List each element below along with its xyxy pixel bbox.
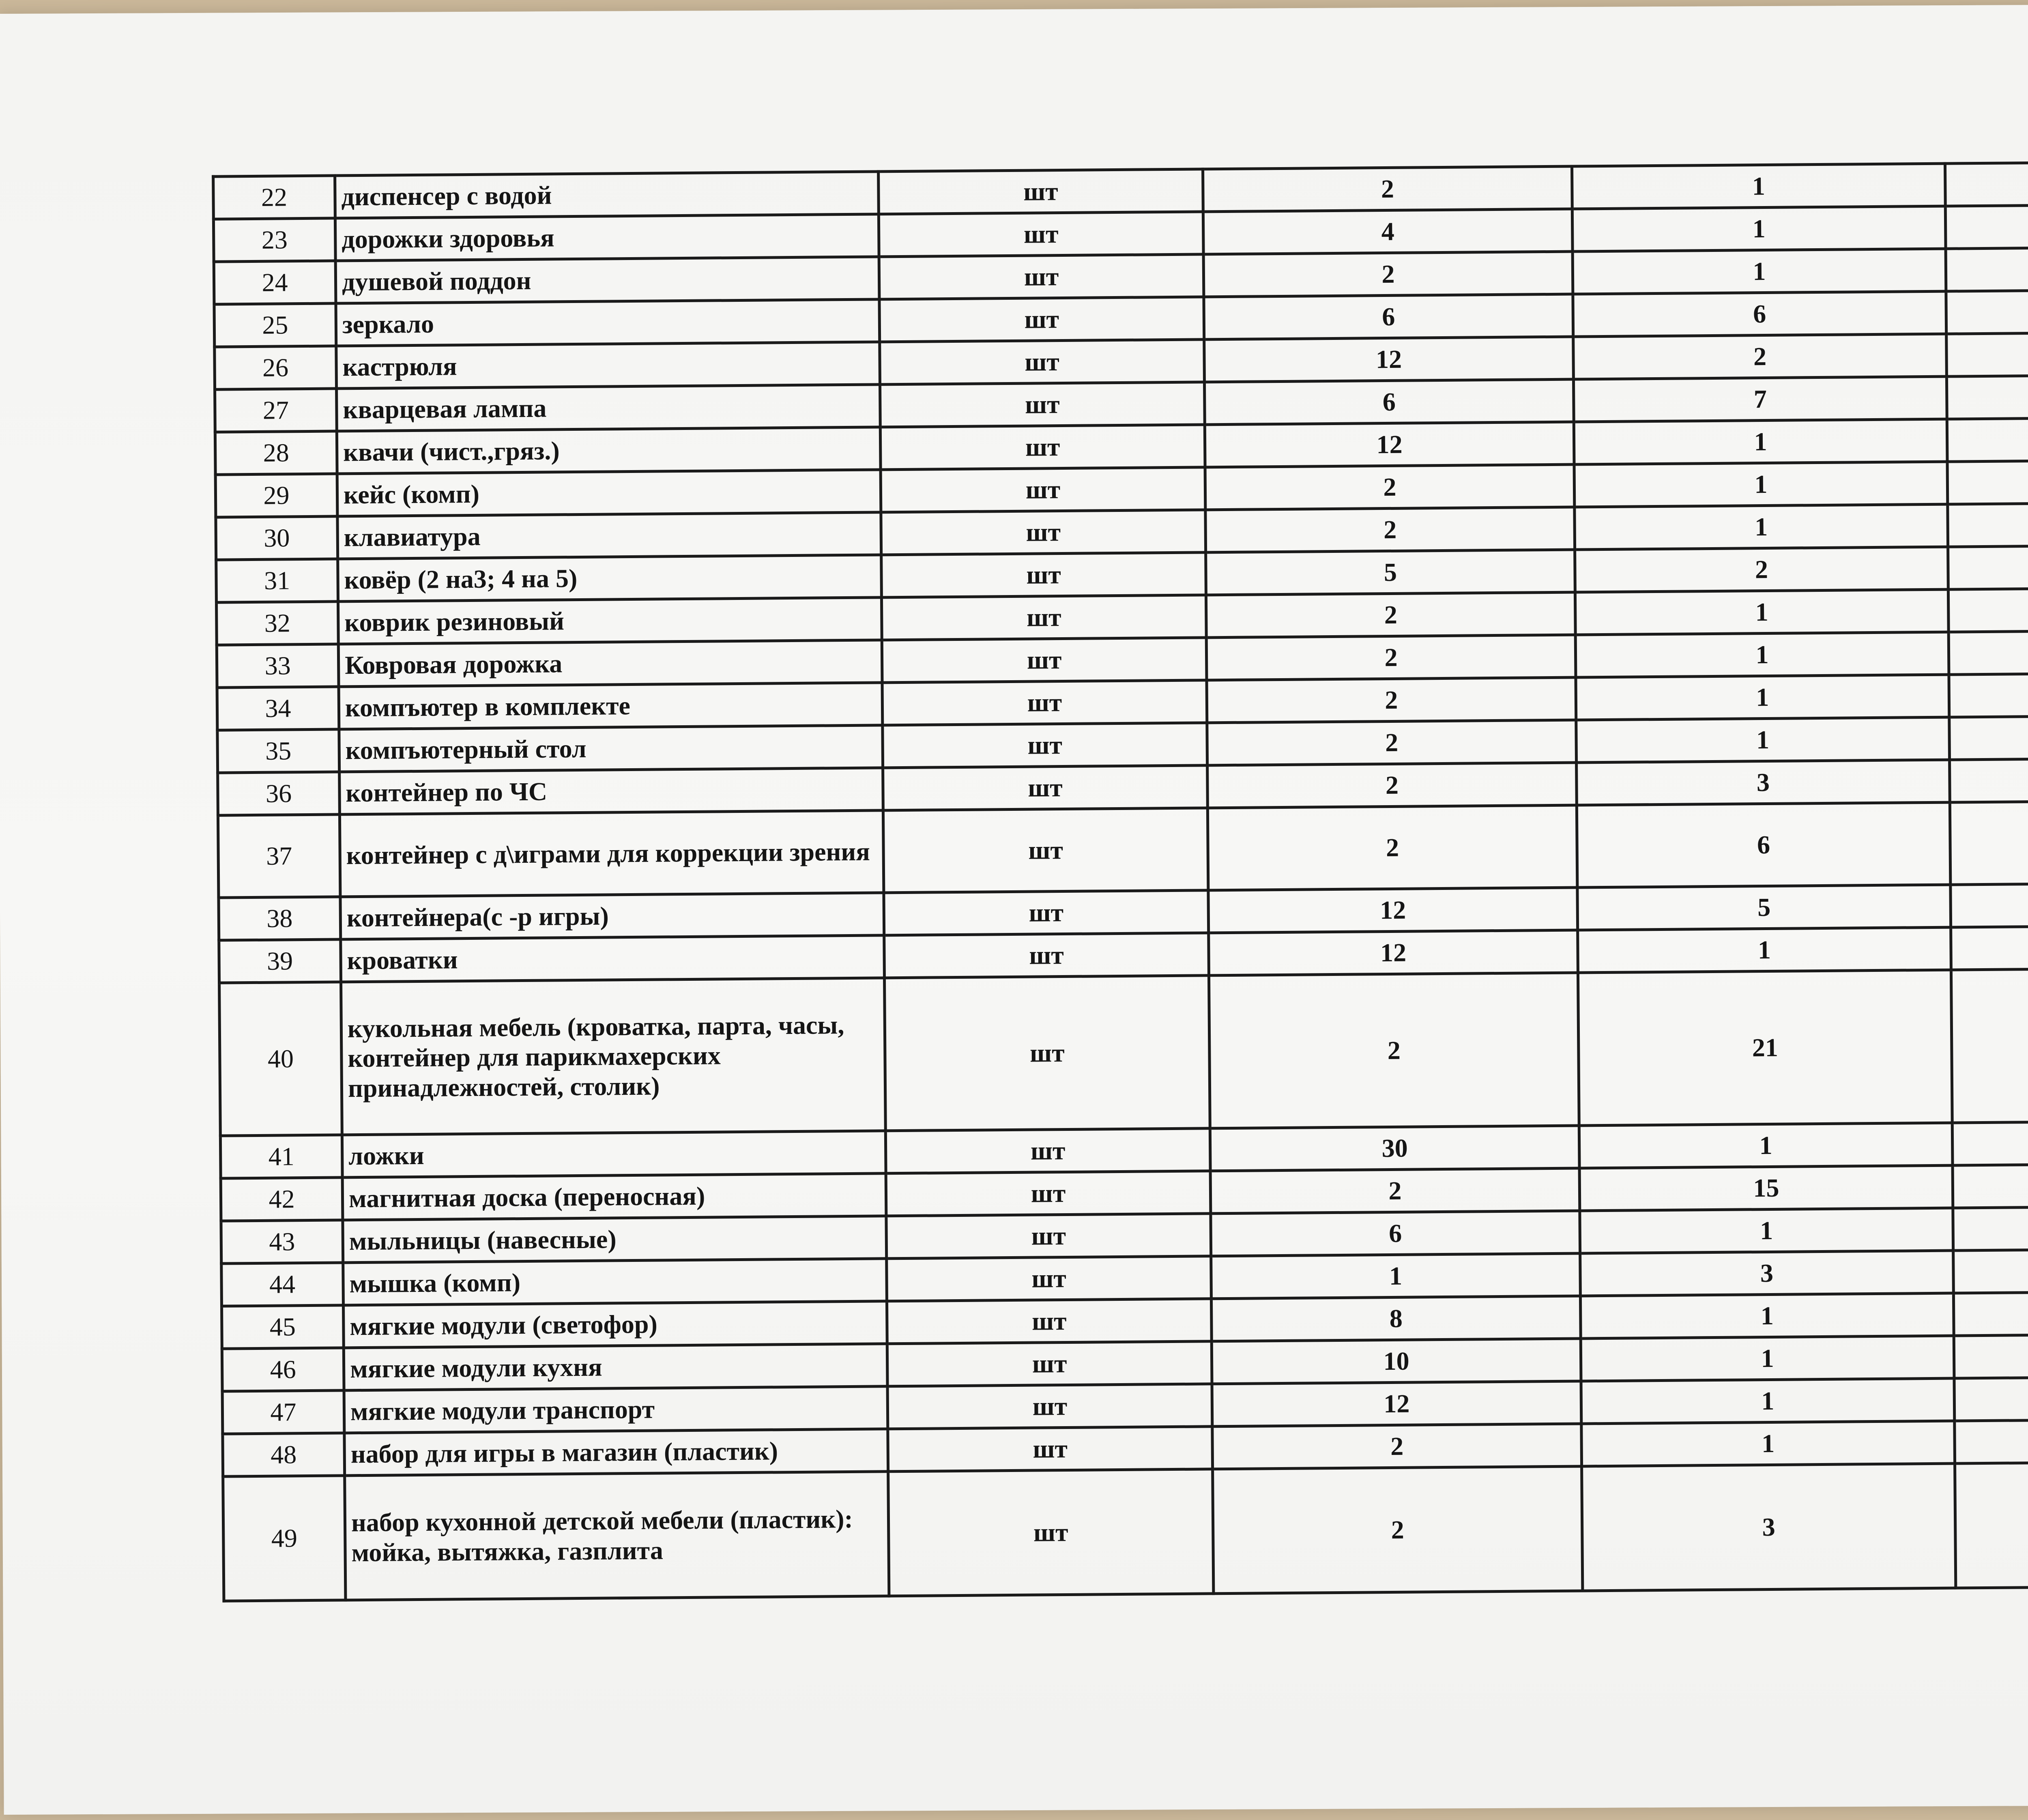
inventory-table-body [213, 161, 2028, 1601]
quantity-3-cell [1950, 757, 2028, 802]
quantity-3-cell [1948, 544, 2028, 589]
quantity-1-cell: 2 [1207, 677, 1576, 723]
item-name-cell: мягкие модули (светофор) [344, 1301, 887, 1348]
quantity-1-cell: 2 [1207, 805, 1577, 890]
quantity-2-cell: 3 [1580, 1251, 1954, 1296]
item-name-cell: душевой поддон [335, 257, 879, 303]
item-name-cell: кейс (комп) [337, 470, 881, 516]
quantity-3-cell [1949, 714, 2028, 760]
item-name-cell: зеркало [336, 299, 880, 346]
row-number-cell: 29 [215, 474, 337, 517]
unit-cell: шт [884, 890, 1209, 935]
item-name-cell: мягкие модули транспорт [344, 1386, 888, 1433]
item-name-cell: набор для игры в магазин (пластик) [344, 1429, 888, 1476]
quantity-1-cell: 2 [1206, 635, 1576, 680]
item-name-cell: квачи (чист.,гряз.) [337, 427, 881, 474]
unit-cell: шт [882, 680, 1207, 725]
unit-cell: шт [883, 765, 1208, 810]
quantity-1-cell: 2 [1207, 720, 1577, 765]
unit-cell: шт [881, 595, 1206, 640]
item-name-cell: контейнер с д\играми для коррекции зрения [339, 810, 883, 897]
quantity-2-cell: 3 [1577, 760, 1950, 805]
quantity-3-cell [1947, 459, 2028, 504]
quantity-2-cell: 6 [1577, 802, 1950, 887]
quantity-3-cell [1946, 331, 2028, 376]
row-number-cell: 39 [219, 939, 341, 983]
quantity-3-cell [1949, 672, 2028, 717]
quantity-2-cell: 3 [1582, 1463, 1956, 1591]
quantity-3-cell [1955, 1418, 2028, 1463]
quantity-1-cell: 30 [1210, 1126, 1579, 1171]
item-name-cell: Ковровая дорожка [338, 640, 882, 687]
quantity-1-cell: 12 [1208, 887, 1578, 933]
quantity-3-cell [1946, 288, 2028, 334]
quantity-2-cell: 1 [1581, 1378, 1955, 1424]
quantity-2-cell: 21 [1578, 970, 1952, 1126]
unit-cell: шт [887, 1256, 1212, 1301]
row-number-cell: 27 [215, 389, 337, 432]
quantity-3-cell [1946, 374, 2028, 419]
quantity-3-cell [1953, 1205, 2028, 1251]
quantity-1-cell: 2 [1207, 763, 1577, 808]
row-number-cell: 47 [222, 1390, 344, 1434]
unit-cell: шт [881, 510, 1206, 555]
row-number-cell: 35 [217, 729, 339, 773]
row-number-cell: 48 [223, 1433, 345, 1476]
quantity-3-cell [1945, 161, 2028, 206]
item-name-cell: ковёр (2 на3; 4 на 5) [338, 555, 882, 602]
quantity-1-cell: 2 [1206, 592, 1575, 638]
quantity-2-cell: 1 [1572, 163, 1946, 209]
quantity-2-cell: 15 [1579, 1165, 1953, 1211]
quantity-2-cell: 7 [1573, 376, 1947, 422]
quantity-3-cell [1951, 924, 2028, 970]
item-name-cell: дорожки здоровья [335, 214, 879, 261]
row-number-cell: 46 [222, 1348, 344, 1391]
unit-cell: шт [880, 425, 1205, 470]
quantity-1-cell: 6 [1204, 379, 1574, 425]
quantity-3-cell [1947, 416, 2028, 462]
row-number-cell: 37 [218, 814, 340, 898]
quantity-1-cell: 2 [1203, 166, 1573, 212]
quantity-3-cell [1955, 1461, 2028, 1588]
unit-cell: шт [879, 254, 1204, 299]
item-name-cell: ложки [342, 1131, 886, 1178]
quantity-3-cell [1948, 501, 2028, 547]
unit-cell: шт [884, 976, 1210, 1131]
unit-cell: шт [879, 212, 1203, 257]
row-number-cell: 33 [217, 644, 339, 688]
row-number-cell: 38 [219, 897, 341, 940]
quantity-1-cell: 4 [1203, 209, 1573, 254]
quantity-2-cell: 1 [1581, 1421, 1955, 1466]
unit-cell: шт [881, 552, 1206, 597]
item-name-cell: мягкие модули кухня [344, 1344, 887, 1390]
row-number-cell: 34 [217, 687, 339, 730]
item-name-cell: магнитная доска (переносная) [342, 1173, 886, 1220]
row-number-cell: 28 [215, 431, 337, 475]
quantity-1-cell: 12 [1204, 337, 1574, 382]
quantity-1-cell: 1 [1211, 1253, 1581, 1299]
quantity-1-cell: 2 [1212, 1424, 1582, 1469]
quantity-1-cell: 2 [1210, 1168, 1580, 1214]
unit-cell: шт [887, 1299, 1212, 1344]
unit-cell: шт [881, 467, 1205, 512]
paper-sheet [0, 2, 2028, 1815]
quantity-3-cell [1945, 203, 2028, 249]
unit-cell: шт [882, 638, 1207, 683]
item-name-cell: коврик резиновый [338, 597, 882, 644]
item-name-cell: контейнера(с -р игры) [340, 893, 884, 939]
row-number-cell: 24 [214, 261, 336, 304]
quantity-3-cell [1950, 799, 2028, 885]
quantity-1-cell: 2 [1205, 507, 1575, 552]
quantity-3-cell [1953, 1248, 2028, 1293]
inventory-table [212, 159, 2028, 1603]
row-number-cell: 30 [216, 516, 338, 560]
quantity-1-cell: 10 [1212, 1339, 1581, 1384]
unit-cell: шт [887, 1384, 1212, 1429]
quantity-2-cell: 2 [1573, 334, 1947, 379]
unit-cell: шт [885, 1128, 1210, 1173]
quantity-2-cell: 1 [1580, 1293, 1954, 1339]
table-row [219, 967, 2028, 1136]
row-number-cell: 45 [222, 1305, 344, 1349]
item-name-cell: клавиатура [337, 512, 881, 559]
unit-cell: шт [883, 723, 1207, 768]
item-name-cell: кукольная мебель (кроватка, парта, часы, контейнер для парикмахерских принадлежностей, столик) [341, 978, 886, 1135]
row-number-cell: 22 [213, 176, 335, 219]
quantity-2-cell: 1 [1576, 717, 1950, 763]
quantity-3-cell [1949, 629, 2028, 675]
unit-cell: шт [884, 933, 1209, 978]
row-number-cell: 23 [213, 218, 335, 262]
item-name-cell: контейнер по ЧС [339, 768, 883, 814]
row-number-cell: 41 [220, 1135, 342, 1178]
quantity-3-cell [1953, 1290, 2028, 1336]
row-number-cell: 26 [215, 346, 337, 389]
quantity-2-cell: 1 [1581, 1336, 1954, 1381]
quantity-3-cell [1946, 246, 2028, 291]
quantity-2-cell: 1 [1579, 1123, 1953, 1168]
item-name-cell: мыльницы (навесные) [343, 1216, 887, 1263]
row-number-cell: 42 [221, 1178, 343, 1221]
item-name-cell: кварцевая лампа [337, 385, 881, 431]
quantity-3-cell [1954, 1333, 2028, 1378]
quantity-2-cell: 1 [1575, 632, 1949, 677]
unit-cell: шт [887, 1341, 1212, 1386]
quantity-2-cell: 2 [1575, 547, 1949, 592]
unit-cell: шт [888, 1427, 1213, 1472]
quantity-2-cell: 1 [1573, 249, 1946, 294]
item-name-cell: диспенсер с водой [335, 172, 879, 218]
quantity-3-cell [1953, 1162, 2028, 1208]
unit-cell: шт [883, 808, 1208, 893]
quantity-2-cell: 5 [1577, 885, 1951, 930]
quantity-2-cell: 1 [1576, 675, 1949, 720]
unit-cell: шт [879, 169, 1203, 214]
quantity-1-cell: 12 [1212, 1381, 1581, 1427]
quantity-1-cell: 5 [1206, 550, 1575, 595]
quantity-2-cell: 1 [1580, 1208, 1953, 1253]
quantity-2-cell: 1 [1575, 589, 1949, 635]
quantity-1-cell: 12 [1209, 930, 1578, 976]
quantity-3-cell [1954, 1375, 2028, 1421]
row-number-cell: 25 [214, 303, 336, 347]
item-name-cell: компъютерный стол [339, 725, 883, 772]
row-number-cell: 44 [221, 1263, 344, 1306]
table-row [223, 1461, 2028, 1601]
item-name-cell: компъютер в комплекте [339, 683, 883, 729]
row-number-cell: 49 [223, 1476, 346, 1601]
quantity-2-cell: 1 [1572, 206, 1946, 251]
unit-cell: шт [879, 297, 1204, 342]
row-number-cell: 32 [216, 602, 338, 645]
item-name-cell: набор кухонной детской мебели (пластик): мойка, вытяжка, газплита [345, 1472, 889, 1600]
quantity-2-cell: 1 [1578, 927, 1951, 973]
unit-cell: шт [880, 382, 1205, 427]
quantity-3-cell [1948, 587, 2028, 632]
quantity-1-cell: 6 [1211, 1211, 1580, 1256]
quantity-1-cell: 6 [1204, 294, 1573, 340]
quantity-1-cell: 2 [1213, 1466, 1583, 1594]
quantity-2-cell: 6 [1573, 291, 1946, 337]
table-row [218, 799, 2028, 898]
unit-cell: шт [886, 1171, 1211, 1216]
row-number-cell: 40 [219, 982, 342, 1136]
quantity-2-cell: 1 [1574, 419, 1947, 464]
quantity-1-cell: 2 [1203, 251, 1573, 297]
unit-cell: шт [888, 1469, 1214, 1596]
quantity-1-cell: 8 [1211, 1296, 1581, 1341]
quantity-2-cell: 1 [1574, 462, 1948, 507]
row-number-cell: 43 [221, 1220, 343, 1263]
item-name-cell: кастрюля [336, 342, 880, 389]
row-number-cell: 31 [216, 559, 338, 602]
quantity-3-cell [1952, 1120, 2028, 1165]
quantity-1-cell: 2 [1205, 464, 1575, 510]
item-name-cell: кроватки [341, 935, 885, 982]
item-name-cell: мышка (комп) [343, 1259, 887, 1305]
row-number-cell: 36 [218, 772, 340, 815]
quantity-3-cell [1951, 967, 2028, 1123]
quantity-3-cell [1951, 882, 2028, 927]
quantity-2-cell: 1 [1575, 504, 1948, 550]
unit-cell: шт [886, 1214, 1211, 1259]
unit-cell: шт [880, 340, 1205, 385]
quantity-1-cell: 12 [1205, 422, 1574, 467]
quantity-1-cell: 2 [1209, 973, 1579, 1128]
